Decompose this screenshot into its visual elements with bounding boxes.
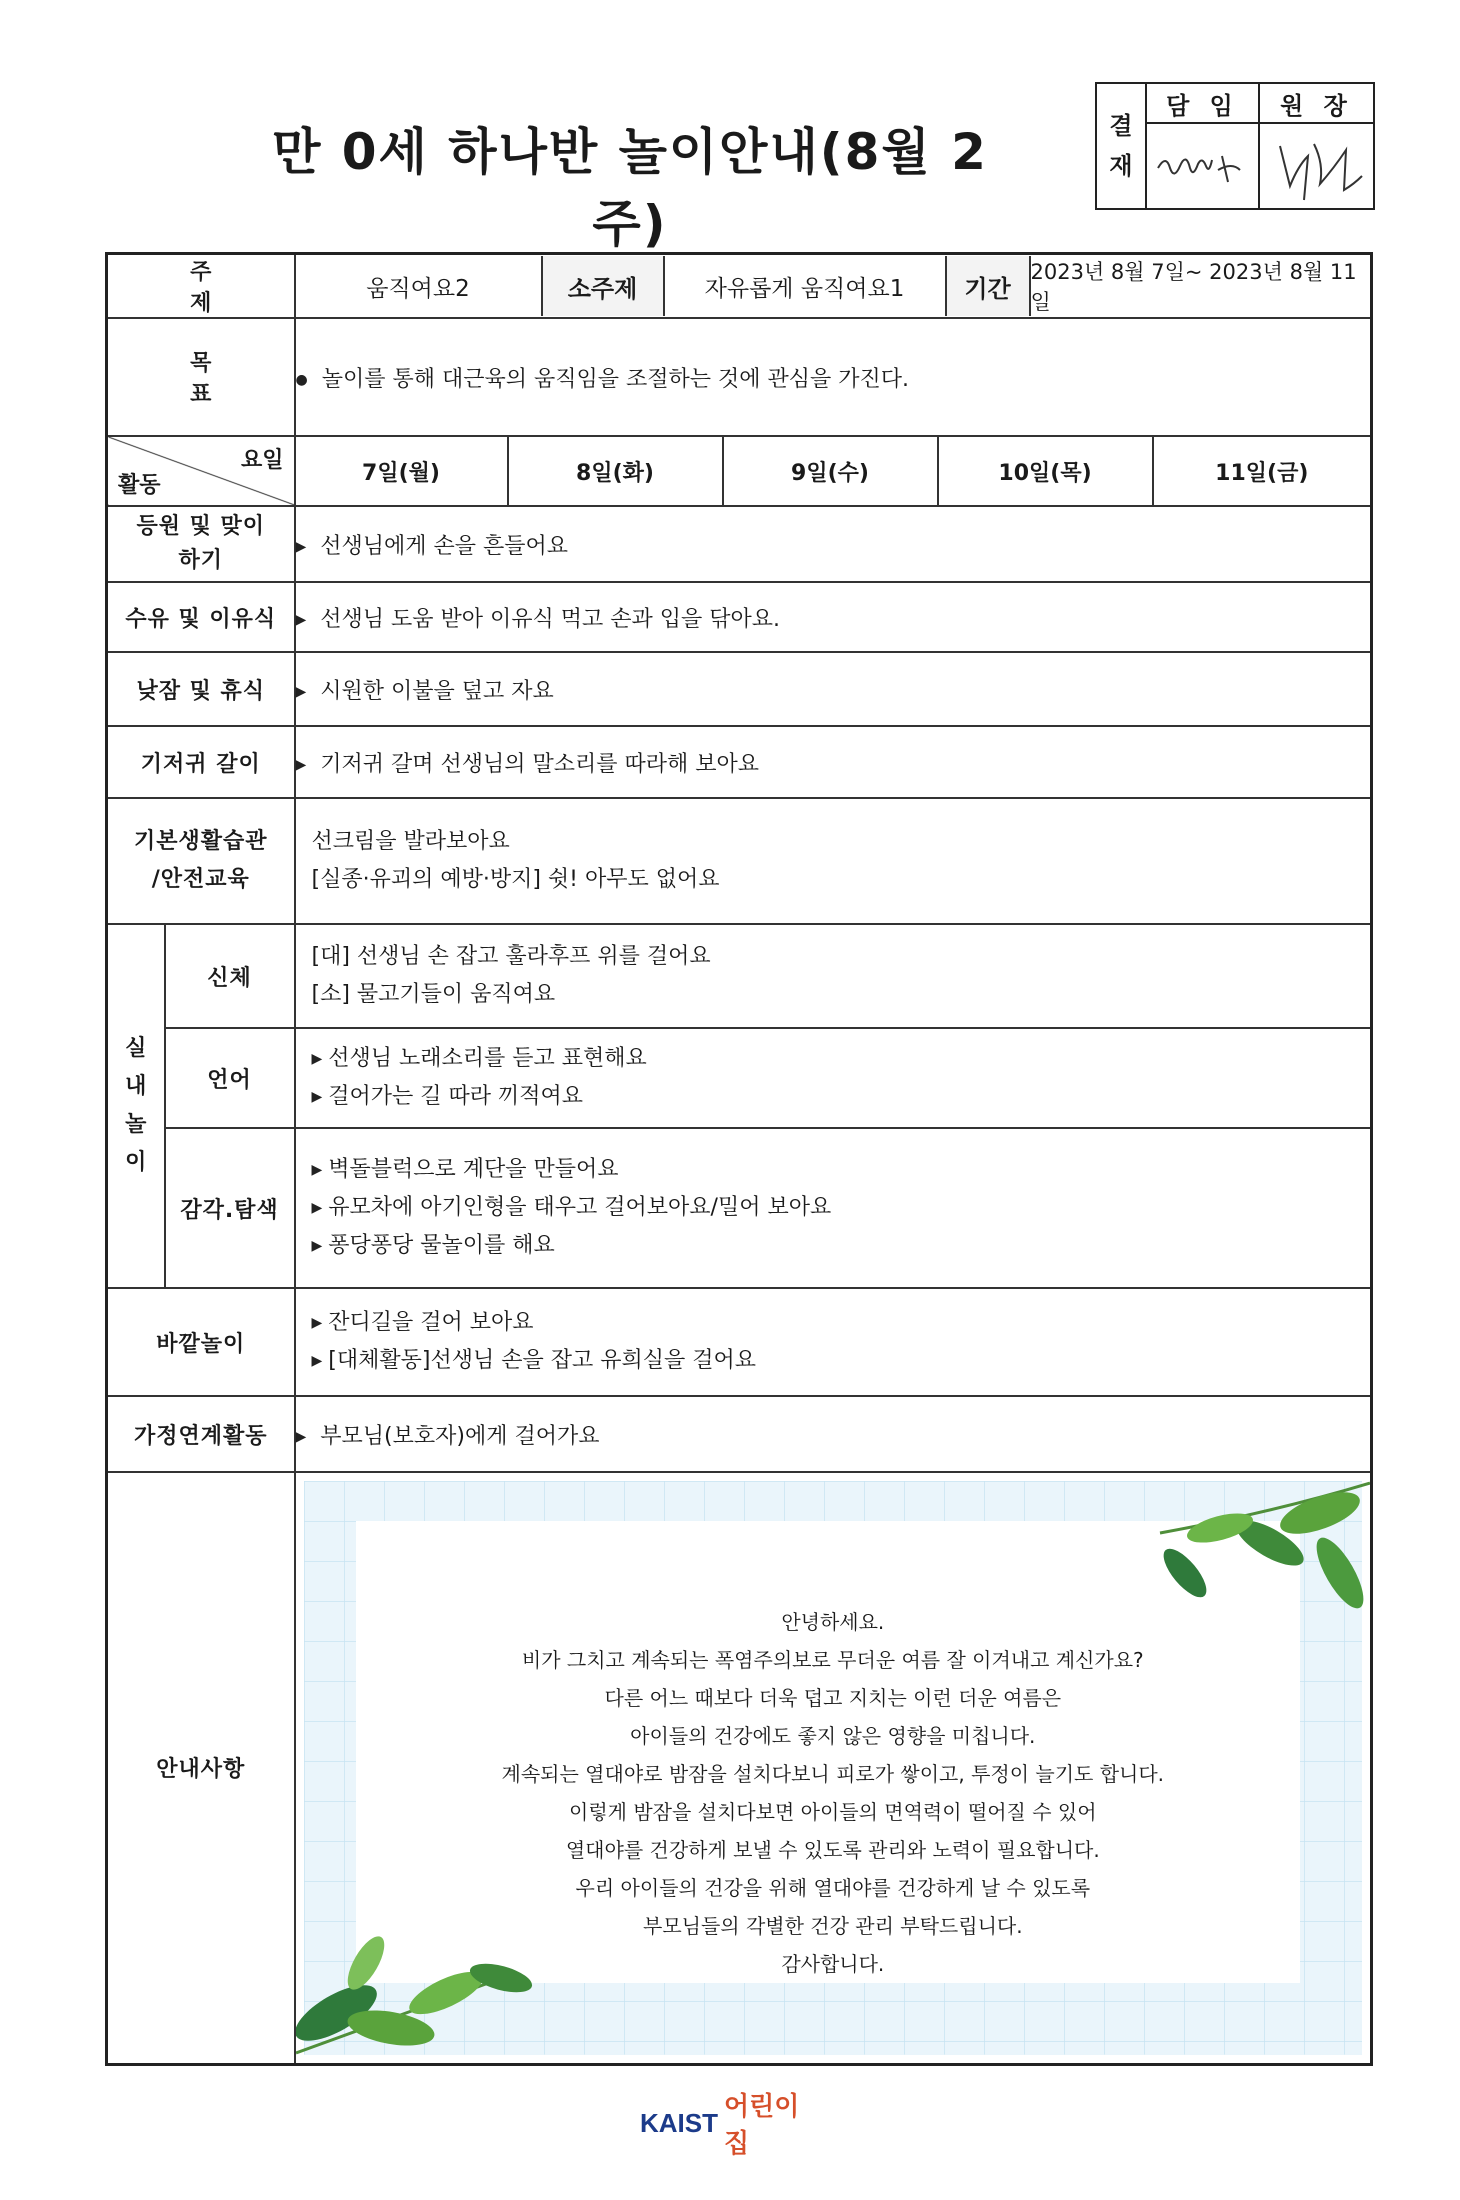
habits-text: 선크림을 발라보아요 <box>311 829 510 854</box>
outdoor-text: [대체활동]선생님 손을 잡고 유희실을 걸어요 <box>328 1348 756 1373</box>
leaf-branch-icon <box>1070 1473 1370 1623</box>
approval-side-char: 결 <box>1109 112 1133 140</box>
outdoor-label: 바깥놀이 <box>107 1288 295 1396</box>
language-cell <box>295 1028 1372 1128</box>
habits-label-line: /안전교육 <box>151 867 250 892</box>
notice-label: 안내사항 <box>107 1472 295 2064</box>
indoor-label-char: 놀 <box>125 1112 147 1137</box>
day-header: 8일(화) <box>508 436 723 506</box>
diaper-label: 기저귀 갈이 <box>107 726 295 798</box>
habits-cell <box>295 798 1372 924</box>
approval-side-char: 재 <box>1109 152 1133 180</box>
signature-image <box>1148 126 1258 206</box>
period-label: 기간 <box>947 256 1031 316</box>
nap-label: 낮잠 및 휴식 <box>107 652 295 726</box>
habits-text: [실종·유괴의 예방·방지] 쉿! 아무도 없어요 <box>311 867 720 892</box>
goal-label: 목 표 <box>107 318 295 436</box>
meal-label: 수유 및 이유식 <box>107 582 295 652</box>
triangle-bullet-icon: ▶ <box>311 1089 323 1105</box>
notice-line: 이렇게 밤잠을 설치다보면 아이들의 면역력이 떨어질 수 있어 <box>569 1800 1097 1824</box>
theme-label: 주 제 <box>107 254 295 319</box>
theme-value: 움직여요2 <box>296 256 543 316</box>
approval-box <box>1095 82 1375 210</box>
outdoor-item <box>312 1342 1371 1380</box>
bullet-icon: ● <box>295 371 308 388</box>
notice-line: 감사합니다. <box>781 1952 885 1976</box>
sensory-label: 감각.탐색 <box>165 1128 295 1288</box>
body-label: 신체 <box>165 924 295 1028</box>
sensory-item <box>312 1189 1371 1227</box>
notice-cell <box>295 1472 1372 2064</box>
logo-latin-text: KAIST <box>640 2107 718 2138</box>
day-header: 7일(월) <box>295 436 508 506</box>
day-header: 11일(금) <box>1153 436 1372 506</box>
corner-day-label: 요일 <box>241 448 284 473</box>
day-header: 10일(목) <box>938 436 1153 506</box>
indoor-label-char: 이 <box>125 1150 147 1175</box>
diaper-cell <box>295 726 1372 798</box>
approval-director-header: 원 장 <box>1260 84 1373 124</box>
arrival-label: 등원 및 맞이하기 <box>107 506 295 582</box>
triangle-bullet-icon: ▶ <box>311 1162 323 1178</box>
approval-teacher-header: 담 임 <box>1147 84 1260 124</box>
subtheme-value: 자유롭게 움직여요1 <box>665 256 947 316</box>
habits-label <box>107 798 295 924</box>
triangle-bullet-icon: ▶ <box>311 1238 323 1254</box>
home-link-cell <box>295 1396 1372 1472</box>
triangle-bullet-icon: ▶ <box>311 1051 323 1067</box>
notice-message <box>296 1603 1371 1983</box>
sensory-text: 유모차에 아기인형을 태우고 걸어보아요/밀어 보아요 <box>328 1195 832 1220</box>
subtheme-label: 소주제 <box>543 256 665 316</box>
nap-text: 시원한 이불을 덮고 자요 <box>320 678 554 704</box>
triangle-bullet-icon: ▶ <box>295 1428 307 1445</box>
language-label: 언어 <box>165 1028 295 1128</box>
signature-image <box>1262 126 1372 206</box>
home-link-text: 부모님(보호자)에게 걸어가요 <box>320 1423 600 1449</box>
goal-text: 놀이를 통해 대근육의 움직임을 조절하는 것에 관심을 가진다. <box>321 366 909 392</box>
outdoor-cell <box>295 1288 1372 1396</box>
meal-text: 선생님 도움 받아 이유식 먹고 손과 입을 닦아요. <box>320 606 781 632</box>
activity-plan-table <box>105 252 1373 2066</box>
triangle-bullet-icon: ▶ <box>295 611 307 628</box>
body-text: [소] 물고기들이 움직여요 <box>311 982 556 1007</box>
notice-line: 계속되는 열대야로 밤잠을 설치다보니 피로가 쌓이고, 투정이 늘기도 합니다. <box>501 1762 1165 1786</box>
kaist-daycare-logo <box>640 2092 820 2159</box>
sensory-cell <box>295 1128 1372 1288</box>
notice-line: 안녕하세요. <box>781 1610 885 1634</box>
arrival-cell <box>295 506 1372 582</box>
notice-line: 다른 어느 때보다 더욱 덥고 지치는 이런 더운 여름은 <box>604 1686 1062 1710</box>
triangle-bullet-icon: ▶ <box>295 683 307 700</box>
language-text: 걸어가는 길 따라 끼적여요 <box>328 1084 584 1109</box>
home-link-label: 가정연계활동 <box>107 1396 295 1472</box>
notice-panel <box>296 1473 1371 2063</box>
header-info <box>295 254 1372 319</box>
habits-label-line: 기본생활습관 <box>134 829 268 854</box>
logo-korean-text: 어린이집 <box>724 2092 800 2159</box>
page-title: 만 0세 하나반 놀이안내(8월 2주) <box>272 123 988 253</box>
triangle-bullet-icon: ▶ <box>295 538 307 555</box>
corner-activity-label: 활동 <box>118 473 161 498</box>
body-text: [대] 선생님 손 잡고 훌라후프 위를 걸어요 <box>311 944 711 969</box>
day-activity-corner <box>107 436 295 506</box>
sensory-text: 퐁당퐁당 물놀이를 해요 <box>328 1233 555 1258</box>
notice-line: 부모님들의 각별한 건강 관리 부탁드립니다. <box>643 1914 1023 1938</box>
language-item <box>312 1040 1371 1078</box>
notice-line: 열대야를 건강하게 보낼 수 있도록 관리와 노력이 필요합니다. <box>565 1838 1100 1862</box>
arrival-text: 선생님에게 손을 흔들어요 <box>320 533 569 559</box>
goal-cell <box>295 318 1372 436</box>
sensory-text: 벽돌블럭으로 계단을 만들어요 <box>328 1157 619 1182</box>
teacher-signature <box>1147 124 1260 208</box>
meal-cell <box>295 582 1372 652</box>
outdoor-text: 잔디길을 걸어 보아요 <box>328 1310 534 1335</box>
notice-line: 아이들의 건강에도 좋지 않은 영향을 미칩니다. <box>630 1724 1036 1748</box>
triangle-bullet-icon: ▶ <box>295 756 307 773</box>
notice-line: 우리 아이들의 건강을 위해 열대야를 건강하게 날 수 있도록 <box>575 1876 1091 1900</box>
triangle-bullet-icon: ▶ <box>311 1200 323 1216</box>
language-item <box>312 1078 1371 1116</box>
language-text: 선생님 노래소리를 듣고 표현해요 <box>328 1046 647 1071</box>
triangle-bullet-icon: ▶ <box>311 1353 323 1369</box>
approval-side-label <box>1097 84 1147 208</box>
notice-line: 비가 그치고 계속되는 폭염주의보로 무더운 여름 잘 이겨내고 계신가요? <box>521 1648 1144 1672</box>
diaper-text: 기저귀 갈며 선생님의 말소리를 따라해 보아요 <box>320 751 760 777</box>
sensory-item <box>312 1227 1371 1265</box>
indoor-play-label <box>107 924 165 1288</box>
period-value: 2023년 8월 7일~ 2023년 8월 11일 <box>1030 260 1357 314</box>
sensory-item <box>312 1151 1371 1189</box>
director-signature <box>1260 124 1373 208</box>
body-cell <box>295 924 1372 1028</box>
outdoor-item <box>312 1304 1371 1342</box>
triangle-bullet-icon: ▶ <box>311 1315 323 1331</box>
nap-cell <box>295 652 1372 726</box>
day-header: 9일(수) <box>723 436 938 506</box>
indoor-label-char: 내 <box>125 1074 147 1099</box>
indoor-label-char: 실 <box>125 1036 147 1061</box>
